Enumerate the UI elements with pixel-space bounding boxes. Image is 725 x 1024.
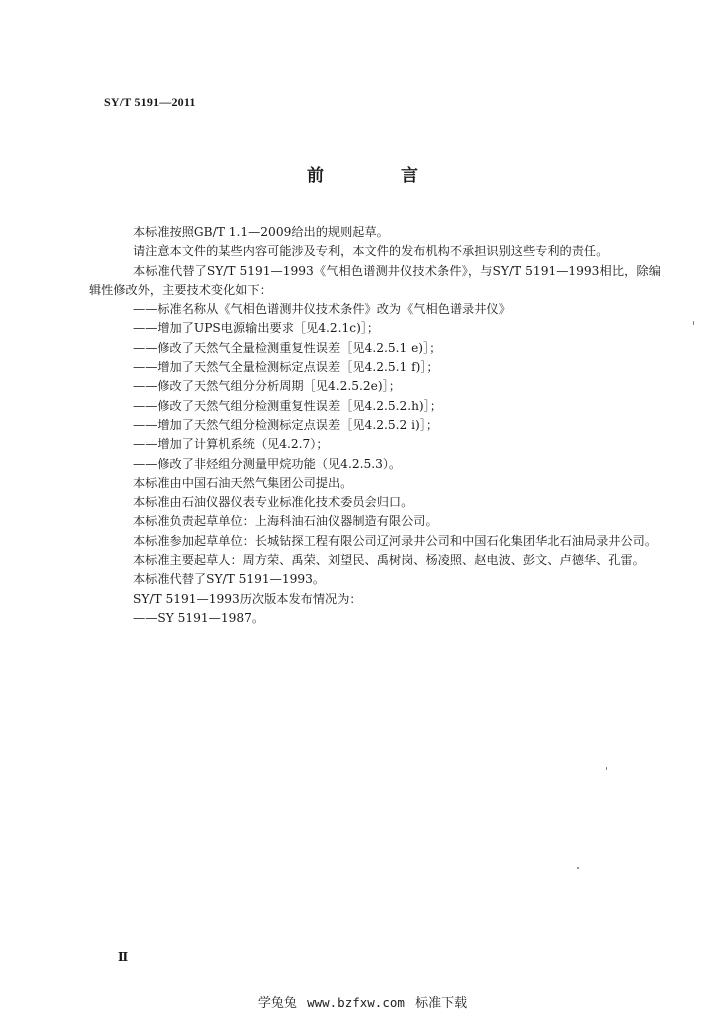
watermark-url-link[interactable]: www.bzfxw.com (307, 995, 405, 1010)
page-title: 前 言 (307, 166, 448, 186)
list-item: ——增加了天然气全量检测标定点误差［见4.2.5.1 f)］； (133, 360, 439, 375)
list-item: ——修改了天然气组分分析周期［见4.2.5.2e)］； (133, 379, 401, 394)
paragraph-proposer: 本标准由中国石油天然气集团公司提出。 (133, 475, 353, 490)
paragraph-replaces: 本标准代替了SY/T 5191—1993。 (133, 572, 326, 587)
changes-list (111, 300, 661, 474)
list-item: ——增加了UPS电源输出要求［见4.2.1c)］； (133, 321, 380, 336)
paragraph-replacement: 本标准代替了SY/T 5191—1993《气相色谱测井仪技术条件》，与SY/T 5191—1993相比，除编辑性修改外，主要技术变化如下： (89, 263, 661, 297)
scan-speck (606, 767, 607, 770)
list-item: ——修改了天然气组分检测重复性误差［见4.2.5.2.h)］； (133, 398, 442, 413)
standard-code: SY/T 5191—2011 (104, 95, 196, 109)
list-item: ——增加了计算机系统（见4.2.7）； (133, 437, 329, 452)
history-item: ——SY 5191—1987。 (133, 610, 265, 625)
paragraph-participating-units: 本标准参加起草单位：长城钻探工程有限公司辽河录井公司和中国石化集团华北石油局录井公司。 (133, 533, 658, 548)
paragraph-drafters: 本标准主要起草人：周方荣、禹荣、刘望民、禹树岗、杨凌照、赵电波、彭文、卢德华、孔雷。 (133, 553, 645, 568)
list-item: ——标准名称从《气相色谱测井仪技术条件》改为《气相色谱录井仪》 (133, 302, 511, 317)
paragraph-committee: 本标准由石油仪器仪表专业标准化技术委员会归口。 (133, 495, 414, 510)
foreword-body (89, 223, 661, 628)
list-item: ——修改了非烃组分测量甲烷功能（见4.2.5.3）。 (133, 456, 402, 471)
download-watermark (0, 992, 725, 1011)
watermark-caption: 标准下载 (415, 996, 468, 1011)
paragraph-drafting-rules: 本标准按照GB/T 1.1—2009给出的规则起草。 (133, 225, 389, 239)
list-item: ——修改了天然气全量检测重复性误差［见4.2.5.1 e)］； (133, 340, 442, 355)
scan-speck (577, 867, 579, 869)
page-number: Ⅱ (118, 950, 129, 964)
paragraph-patent-notice: 请注意本文件的某些内容可能涉及专利，本文件的发布机构不承担识别这些专利的责任。 (133, 244, 609, 259)
paragraph-history-heading: SY/T 5191—1993历次版本发布情况为： (133, 591, 362, 606)
scan-speck (693, 321, 694, 325)
watermark-site-name: 学兔兔 (257, 996, 297, 1011)
paragraph-responsible-unit: 本标准负责起草单位：上海科油石油仪器制造有限公司。 (133, 514, 438, 529)
list-item: ——增加了天然气组分检测标定点误差［见4.2.5.2 i)］； (133, 417, 439, 432)
